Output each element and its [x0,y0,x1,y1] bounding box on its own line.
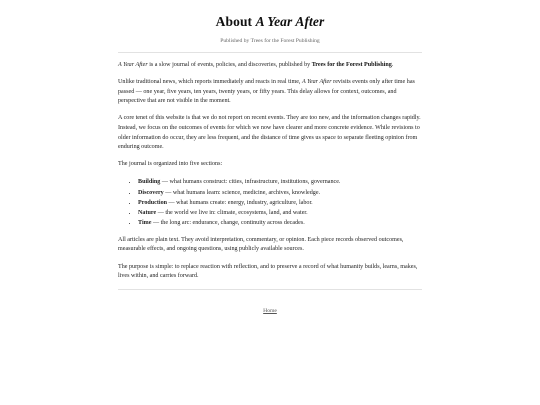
intro-end: . [391,62,394,68]
list-item [138,188,422,198]
section-name: Discovery [138,189,164,196]
list-item [138,198,422,208]
section-description: — what humans learn: science, medicine, archives, knowledge. [163,189,321,196]
byline: Published by Trees for the Forest Publishing [220,38,320,44]
section-description: — the long arc: endurance, change, continuity across decades. [151,220,305,227]
title-journal-name: A Year After [255,14,325,29]
publisher-link[interactable]: Trees for the Forest Publishing [311,62,392,68]
section-name: Time [138,220,152,227]
section-description: — the world we live in: climate, ecosystems, land, and water. [156,209,308,216]
main-content [118,53,422,282]
purpose-paragraph: The purpose is simple: to replace reaction with reflection, and to preserve a record of what humanity builds, learns, makes, lives within, and carries forward. [118,263,418,280]
section-name: Nature [138,209,157,216]
sections-intro: The journal is organized into five sections: [118,161,223,168]
approach-paragraph [118,78,422,107]
list-item [138,218,422,228]
section-name: Building [138,179,161,186]
section-description: — what humans create: energy, industry, agriculture, labor. [167,199,313,206]
home-link[interactable]: Home [263,308,277,315]
sections-list [118,177,422,228]
title-prefix: About [215,14,256,29]
page-container [118,0,422,317]
tenet-paragraph: A core tenet of this website is that we do not report on recent events. They are too new, and the information changes rapidly. Instead, we focus on the outcomes of events for which we now have clearer and more concrete evidence. While revisions to older information do occur, they are less frequent, and the distance of time gives us space to separate fleeting opinion from enduring outcome. [118,115,421,151]
approach-text-b: revisits events only after time has passed — one year, five years, ten years, twenty years, or fifty years. This delay allows for context, outcomes, and perspective that are not visible in the moment. [118,79,415,105]
plain-text-paragraph: All articles are plain text. They avoid interpretation, commentary, or opinion. Each piece records observed outcomes, measurable effects, and ongoing questions, using publicly available sources. [118,236,404,253]
intro-text: is a slow journal of events, policies, and discoveries, published by [147,62,312,68]
footer [118,290,422,317]
approach-journal-name: A Year After [301,79,332,86]
list-item [138,208,422,218]
section-description: — what humans construct: cities, infrastructure, institutions, governance. [160,179,341,186]
section-name: Production [138,199,168,206]
intro-paragraph [118,61,422,71]
page-title [118,14,422,30]
list-item [138,177,422,187]
intro-journal-name: A Year After [118,62,148,68]
approach-text-a: Unlike traditional news, which reports immediately and reacts in real time, [118,79,302,86]
